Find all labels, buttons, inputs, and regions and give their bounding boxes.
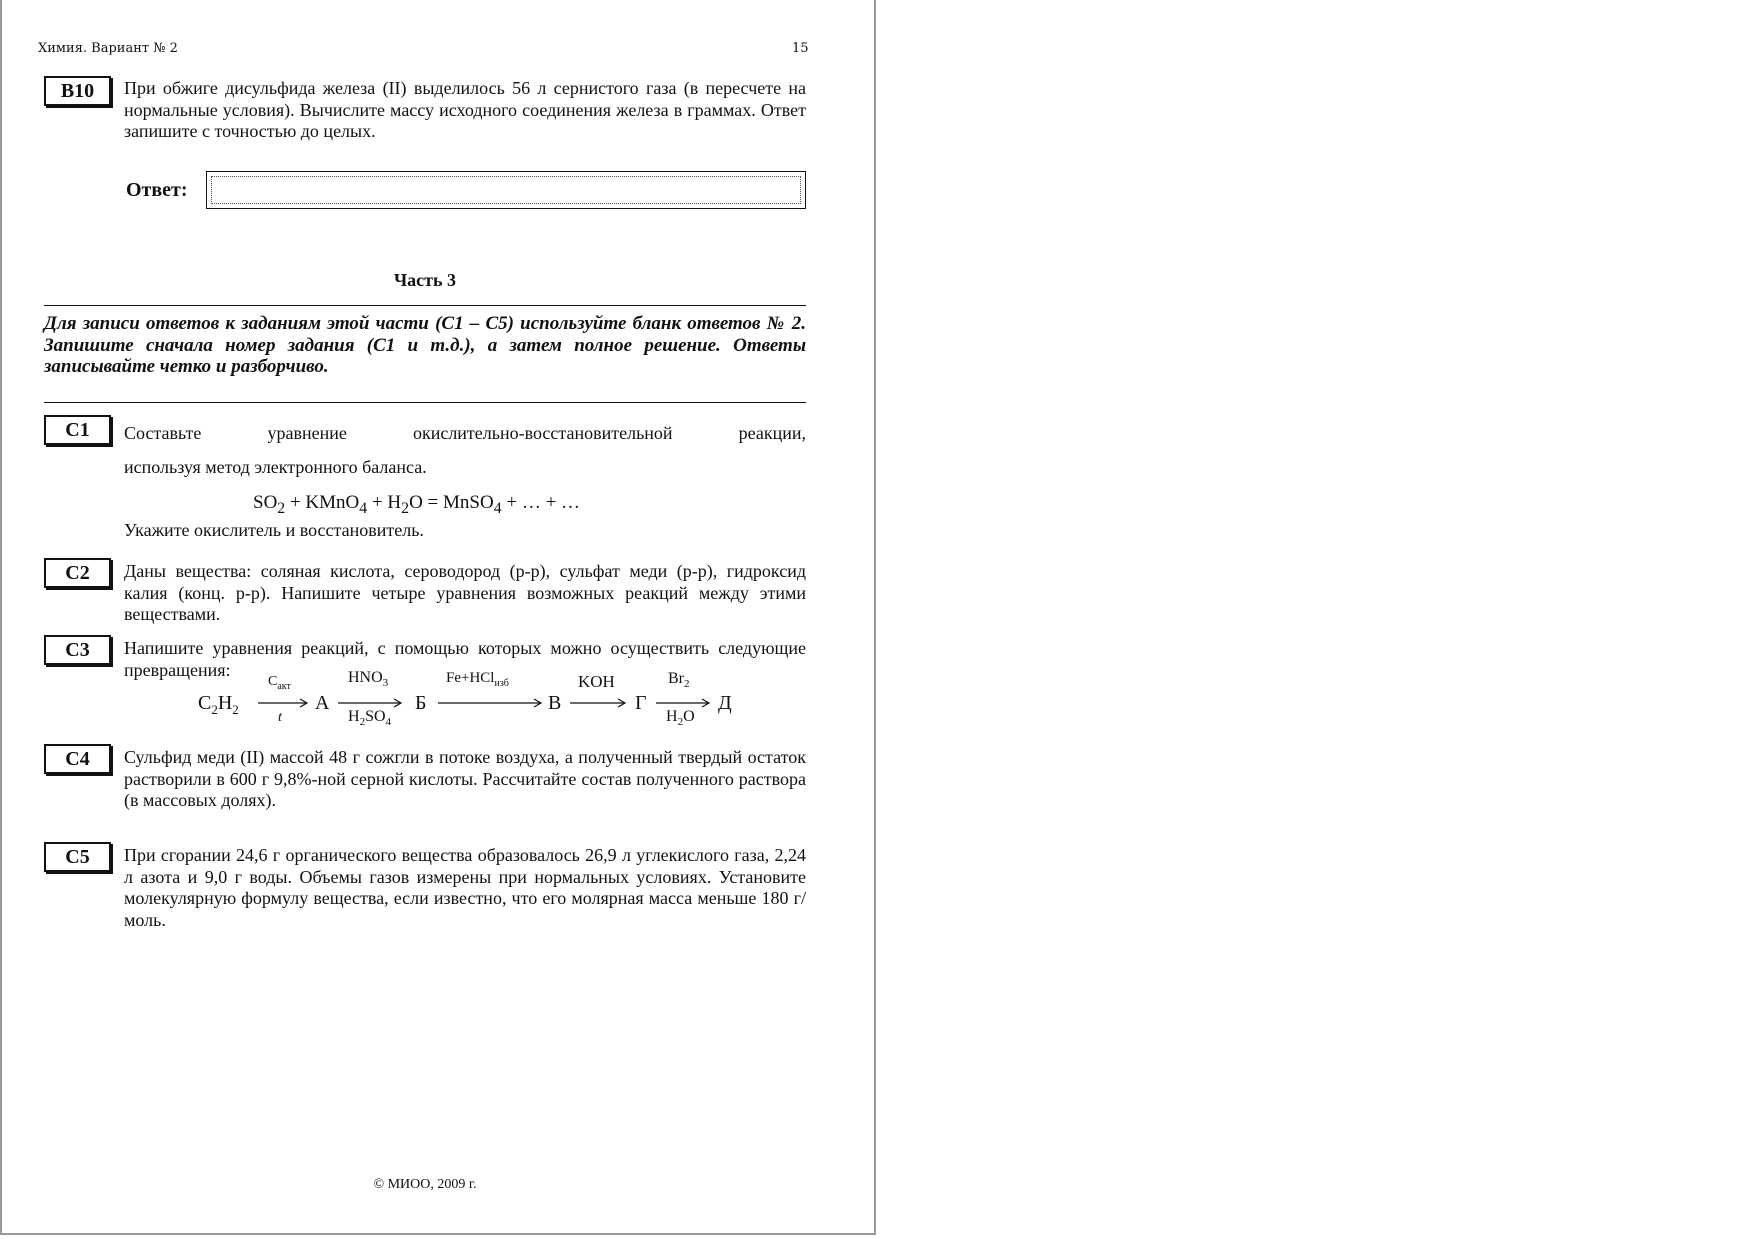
scheme-g: Г xyxy=(635,692,647,714)
arrow2-top: $HNO_3$ xyxy=(348,669,389,690)
task-text-c1-line2: используя метод электронного баланса. xyxy=(124,457,427,477)
arrow1-bottom: t xyxy=(278,710,282,725)
task-text-c1-line1: Составьте уравнение окислительно-восстановительной реакции, xyxy=(124,423,806,443)
task-text-c5: При сгорании 24,6 г органического вещества образовалось 26,9 л углекислого газа, 2,24 л азота и 9,0 г воды. Объемы газов измерены при нормальных условиях. Установите молекулярную формулу вещества, если известно, что его молярная масса меньше 180 г/моль. xyxy=(124,845,806,930)
divider-top xyxy=(44,305,806,306)
task-text-b10: При обжиге дисульфида железа (II) выделилось 56 л сернистого газа (в пересчете на нормальные условия). Вычислите массу исходного соединения железа в граммах. Ответ запишите с точностью до целых. xyxy=(124,78,806,141)
task-text-c2: Даны вещества: соляная кислота, сероводород (р-р), сульфат меди (р-р), гидроксид калия (конц. р-р). Напишите четыре уравнения возможных реакций между этими веществами. xyxy=(124,561,806,624)
task-text-c3: Напишите уравнения реакций, с помощью которых можно осуществить следующие превращения: xyxy=(124,638,806,680)
answer-label: Ответ: xyxy=(126,179,188,201)
task-label-b10: B10 xyxy=(44,76,111,106)
divider-bottom xyxy=(44,402,806,403)
task-label-c5: C5 xyxy=(44,842,111,872)
arrow4 xyxy=(570,697,628,709)
part-instruction: Для записи ответов к заданиям этой части (С1 – С5) используйте бланк ответов № 2. Запишите сначала номер задания (С1 и т.д.), а затем полное решение. Ответы записывайте четко и разборчиво. xyxy=(44,313,806,377)
scheme-b: Б xyxy=(415,692,427,714)
scheme-d: Д xyxy=(718,692,732,714)
exam-page xyxy=(0,0,876,1235)
scheme-start: $C_2H_2$ xyxy=(198,692,239,717)
task-label-c4: C4 xyxy=(44,744,111,774)
arrow5-bottom: $H_2O$ xyxy=(666,708,695,729)
arrow5-top: $Br_2$ xyxy=(668,670,690,691)
arrow3 xyxy=(438,697,544,709)
task-label-c3: C3 xyxy=(44,635,111,665)
part-title: Часть 3 xyxy=(393,270,457,290)
answer-field[interactable] xyxy=(206,171,806,209)
task-label-c1: C1 xyxy=(44,415,111,445)
redox-equation: $SO_2$ + KMnO$_4$ + $H_2O$ = MnSO$_4$ + … + … xyxy=(253,492,581,517)
footer-copyright: © МИОО, 2009 г. xyxy=(373,1177,477,1192)
transformation-scheme xyxy=(198,669,758,730)
arrow3-top: Fe+HCl$_{изб}$ xyxy=(446,670,509,689)
task-text-c4: Сульфид меди (II) массой 48 г сожгли в потоке воздуха, а полученный твердый остаток растворили в 600 г 9,8%-ной серной кислоты. Рассчитайте состав полученного раствора (в массовых долях). xyxy=(124,747,806,810)
page-number: 15 xyxy=(792,41,809,56)
arrow2-bottom: $H_2SO_4$ xyxy=(348,708,392,729)
scheme-v: В xyxy=(548,692,562,714)
scheme-a: А xyxy=(315,692,330,714)
arrow1 xyxy=(258,697,310,709)
arrow4-top: KOH xyxy=(578,672,615,691)
page-header-title: Химия. Вариант № 2 xyxy=(38,41,178,56)
task-label-c2: C2 xyxy=(44,558,111,588)
task-text-c1-after: Укажите окислитель и восстановитель. xyxy=(124,520,424,540)
arrow1-top: $C_{акт}$ xyxy=(268,674,291,692)
